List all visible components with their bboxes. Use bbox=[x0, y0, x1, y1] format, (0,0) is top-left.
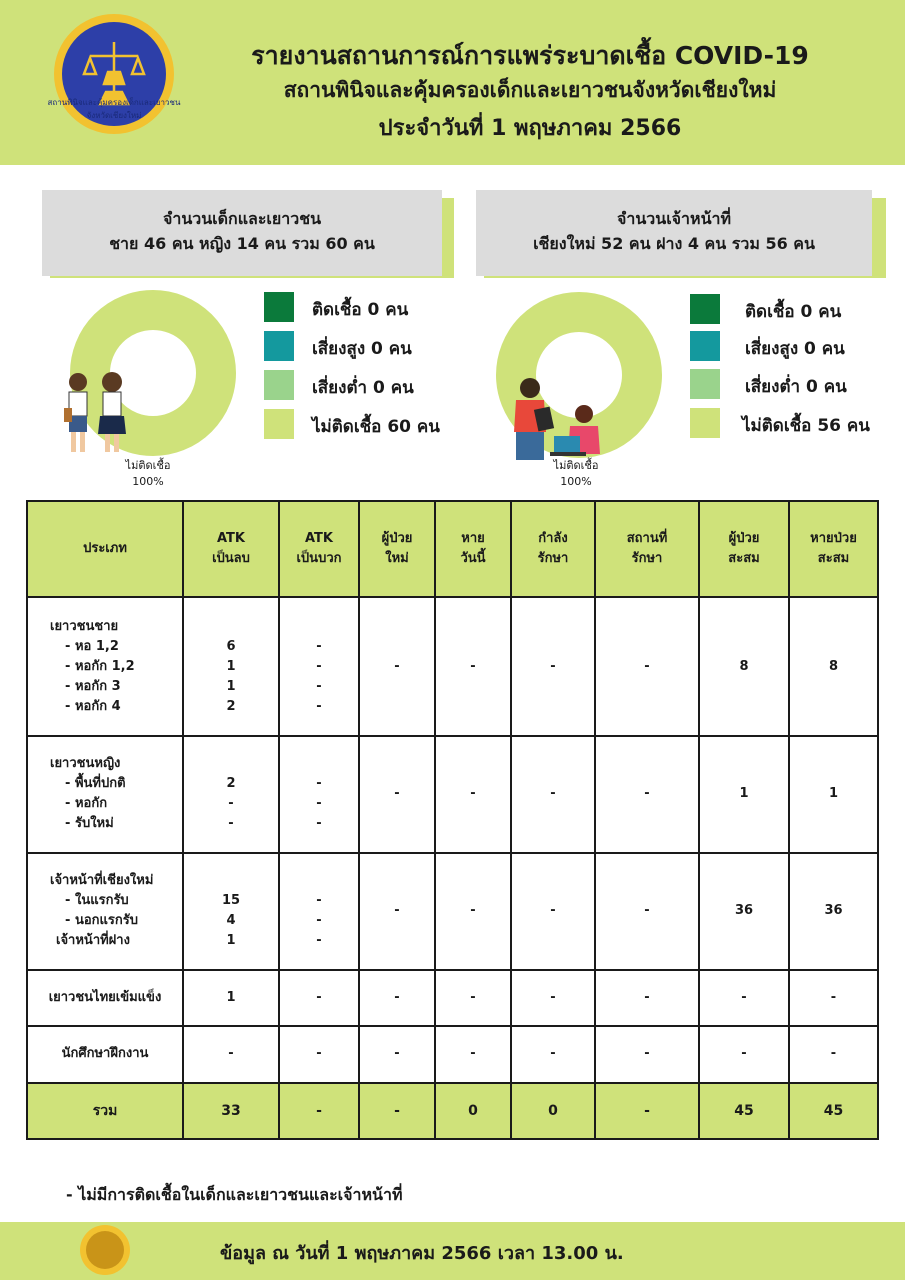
legend-swatch bbox=[690, 331, 720, 361]
footer-logo-emblem bbox=[86, 1231, 124, 1269]
recovered-today-cell: - bbox=[435, 853, 511, 970]
recovered-today-cell: - bbox=[435, 597, 511, 736]
atk-positive-cell: - bbox=[279, 970, 359, 1026]
row-type-cell: เยาวชนชาย - หอ 1,2 - หอกัก 1,2 - หอกัก 3 - หอกัก 4 bbox=[27, 597, 183, 736]
column-header: ผู้ป่วย สะสม bbox=[699, 501, 789, 597]
atk-negative-cell: 6 1 1 2 bbox=[183, 597, 279, 736]
atk-negative-cell: 15 4 1 bbox=[183, 853, 279, 970]
legend-swatch bbox=[690, 369, 720, 399]
atk-negative-cell: 1 bbox=[183, 970, 279, 1026]
new-cell: - bbox=[359, 736, 435, 853]
place-cell: - bbox=[595, 970, 699, 1026]
recovered-today-cell: - bbox=[435, 736, 511, 853]
staff-box-counts: เชียงใหม่ 52 คน ฝาง 4 คน รวม 56 คน bbox=[533, 234, 815, 253]
row-type-cell: เยาวชนหญิง - พื้นที่ปกติ - หอกัก - รับใหม่ bbox=[27, 736, 183, 853]
column-header: ATK เป็นลบ bbox=[183, 501, 279, 597]
total-new-cell: - bbox=[359, 1083, 435, 1139]
legend-swatch bbox=[690, 408, 720, 438]
treating-cell: - bbox=[511, 597, 595, 736]
staff-box-title: จำนวนเจ้าหน้าที่ bbox=[616, 209, 732, 228]
place-cell: - bbox=[595, 736, 699, 853]
covid-status-table bbox=[26, 500, 877, 1140]
footer-timestamp: ข้อมูล ณ วันที่ 1 พฤษภาคม 2566 เวลา 13.00 น. bbox=[220, 1243, 624, 1264]
atk-positive-cell: - - - bbox=[279, 736, 359, 853]
treating-cell: - bbox=[511, 853, 595, 970]
staff-illustration-icon bbox=[494, 374, 614, 464]
total-cum-recovered-cell: 45 bbox=[789, 1083, 878, 1139]
new-cell: - bbox=[359, 970, 435, 1026]
cum-patients-cell: - bbox=[699, 1026, 789, 1082]
youth-donut-label: ไม่ติดเชื้อ 100% bbox=[125, 459, 171, 488]
new-cell: - bbox=[359, 1026, 435, 1082]
report-title: รายงานสถานการณ์การแพร่ระบาดเชื้อ COVID-19 bbox=[251, 41, 809, 70]
atk-positive-cell: - - - - bbox=[279, 597, 359, 736]
column-header: ATK เป็นบวก bbox=[279, 501, 359, 597]
atk-positive-cell: - - - bbox=[279, 853, 359, 970]
table-row bbox=[27, 597, 878, 736]
row-type-cell: เจ้าหน้าที่เชียงใหม่ - ในแรกรับ - นอกแรกรับ เจ้าหน้าที่ฝาง bbox=[27, 853, 183, 970]
recovered-today-cell: - bbox=[435, 970, 511, 1026]
legend-swatch bbox=[690, 294, 720, 324]
column-header: ผู้ป่วย ใหม่ bbox=[359, 501, 435, 597]
total-cum-patients-cell: 45 bbox=[699, 1083, 789, 1139]
table-header-row bbox=[27, 501, 878, 597]
legend-swatch bbox=[264, 370, 294, 400]
total-recovered-today-cell: 0 bbox=[435, 1083, 511, 1139]
footer-logo bbox=[80, 1225, 130, 1275]
total-atk-pos-cell: - bbox=[279, 1083, 359, 1139]
students-illustration-icon bbox=[60, 368, 136, 460]
total-label-cell: รวม bbox=[27, 1083, 183, 1139]
cum-patients-cell: 36 bbox=[699, 853, 789, 970]
treating-cell: - bbox=[511, 1026, 595, 1082]
cum-recovered-cell: 36 bbox=[789, 853, 878, 970]
cum-recovered-cell: - bbox=[789, 970, 878, 1026]
cum-recovered-cell: 8 bbox=[789, 597, 878, 736]
row-type-cell: เยาวชนไทยเข้มแข็ง bbox=[27, 970, 183, 1026]
table-row bbox=[27, 1026, 878, 1082]
cum-patients-cell: - bbox=[699, 970, 789, 1026]
cum-recovered-cell: - bbox=[789, 1026, 878, 1082]
report-date: ประจำวันที่ 1 พฤษภาคม 2566 bbox=[378, 116, 682, 141]
treating-cell: - bbox=[511, 970, 595, 1026]
cum-recovered-cell: 1 bbox=[789, 736, 878, 853]
atk-positive-cell: - bbox=[279, 1026, 359, 1082]
report-subtitle: สถานพินิจและคุ้มครองเด็กและเยาวชนจังหวัดเชียงใหม่ bbox=[283, 78, 777, 102]
total-place-cell: - bbox=[595, 1083, 699, 1139]
row-type-cell: นักศึกษาฝึกงาน bbox=[27, 1026, 183, 1082]
total-atk-neg-cell: 33 bbox=[183, 1083, 279, 1139]
recovered-today-cell: - bbox=[435, 1026, 511, 1082]
place-cell: - bbox=[595, 597, 699, 736]
table-total-row bbox=[27, 1083, 878, 1139]
legend-swatch bbox=[264, 331, 294, 361]
new-cell: - bbox=[359, 597, 435, 736]
column-header: กำลัง รักษา bbox=[511, 501, 595, 597]
cum-patients-cell: 8 bbox=[699, 597, 789, 736]
table-row bbox=[27, 736, 878, 853]
column-header: หายป่วย สะสม bbox=[789, 501, 878, 597]
place-cell: - bbox=[595, 853, 699, 970]
summary-note: - ไม่มีการติดเชื้อในเด็กและเยาวชนและเจ้าหน้าที่ bbox=[66, 1185, 403, 1204]
cum-patients-cell: 1 bbox=[699, 736, 789, 853]
atk-negative-cell: - bbox=[183, 1026, 279, 1082]
legend-swatch bbox=[264, 409, 294, 439]
total-treating-cell: 0 bbox=[511, 1083, 595, 1139]
atk-negative-cell: 2 - - bbox=[183, 736, 279, 853]
column-header: สถานที่ รักษา bbox=[595, 501, 699, 597]
table-row bbox=[27, 970, 878, 1026]
staff-summary-box bbox=[476, 190, 872, 276]
place-cell: - bbox=[595, 1026, 699, 1082]
youth-summary-box bbox=[42, 190, 442, 276]
logo-lettering: สถานพินิจและคุ้มครองเด็กและเยาวชนจังหวัดเชียงใหม่ bbox=[47, 98, 181, 120]
legend-swatch bbox=[264, 292, 294, 322]
youth-box-title: จำนวนเด็กและเยาวชน bbox=[162, 209, 322, 228]
youth-box-counts: ชาย 46 คน หญิง 14 คน รวม 60 คน bbox=[109, 234, 375, 253]
table-row bbox=[27, 853, 878, 970]
staff-donut-label: ไม่ติดเชื้อ 100% bbox=[553, 459, 599, 488]
column-header: ประเภท bbox=[27, 501, 183, 597]
treating-cell: - bbox=[511, 736, 595, 853]
column-header: หาย วันนี้ bbox=[435, 501, 511, 597]
new-cell: - bbox=[359, 853, 435, 970]
